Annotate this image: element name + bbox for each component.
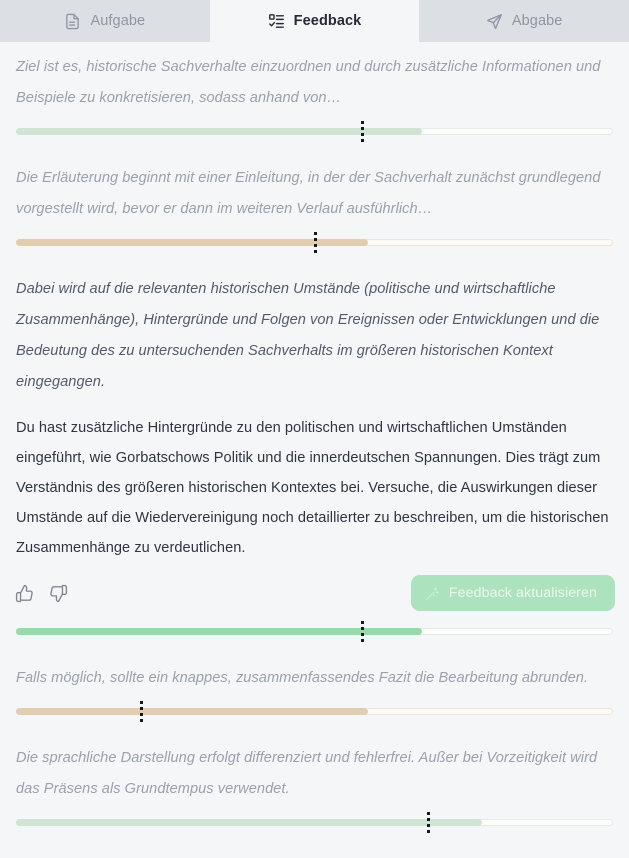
tab-label-abgabe: Abgabe (511, 13, 563, 29)
tab-aufgabe[interactable] (0, 0, 210, 42)
criteria-section-5 (0, 733, 629, 830)
criteria-text-1: Ziel ist es, historische Sachverhalte einzuordnen und durch zusätzliche Informationen und Beispiele zu konkretisieren, sodass anhand von… (16, 59, 601, 106)
slider-fill-5 (16, 819, 482, 826)
rating-slider-2[interactable] (16, 234, 613, 250)
feedback-action-row (0, 569, 629, 621)
slider-marker-5[interactable] (427, 812, 430, 833)
checklist-icon (268, 13, 285, 30)
criteria-section-3 (0, 264, 629, 639)
rating-slider-3[interactable] (16, 623, 613, 639)
criteria-text-5: Die sprachliche Darstellung erfolgt differenziert und fehlerfrei. Außer bei Vorzeitigkeit wird das Präsens als Grundtempus verwendet. (16, 750, 598, 797)
slider-marker-4[interactable] (140, 701, 143, 722)
criteria-text-4: Falls möglich, sollte ein knappes, zusammenfassendes Fazit die Bearbeitung abrunden. (16, 670, 589, 686)
tab-label-aufgabe: Aufgabe (90, 13, 146, 29)
document-icon (64, 13, 81, 30)
thumbs-down-icon[interactable] (48, 583, 68, 603)
tab-abgabe[interactable] (419, 0, 629, 42)
magic-wand-icon (425, 585, 441, 601)
send-icon (486, 13, 503, 30)
update-feedback-label: Feedback aktualisieren (448, 585, 597, 601)
slider-marker-1[interactable] (361, 121, 364, 142)
tab-feedback[interactable] (210, 0, 420, 42)
slider-marker-2[interactable] (314, 232, 317, 253)
feedback-panel (0, 42, 629, 858)
criteria-section-4 (0, 653, 629, 719)
rating-slider-1[interactable] (16, 123, 613, 139)
vote-group (14, 583, 68, 603)
rating-slider-4[interactable] (16, 703, 613, 719)
feedback-text-3: Du hast zusätzliche Hintergründe zu den politischen und wirtschaftlichen Umständen eingeführt, wie Gorbatschows Politik und die innerdeutschen Spannungen. Dies trägt zum Verständnis des größeren historischen Kontextes bei. Versuche, die Auswirkungen dieser Umstände auf die Wiedervereinigung noch detaillierter zu beschreiben, um die historischen Zusammenhänge zu verdeutlichen. (16, 420, 609, 556)
criteria-text-2: Die Erläuterung beginnt mit einer Einleitung, in der der Sachverhalt zunächst grundlegend vorgestellt wird, bevor er dann im weiteren Verlauf ausführlich… (16, 170, 601, 217)
update-feedback-button[interactable] (411, 575, 615, 611)
criteria-text-3: Dabei wird auf die relevanten historischen Umstände (politische und wirtschaftliche Zusammenhänge), Hintergründe und Folgen von Ereignissen oder Entwicklungen und die Bedeutung des zu untersuchenden Sachverhalts im größeren historischen Kontext eingegangen. (16, 281, 600, 390)
slider-marker-3[interactable] (361, 621, 364, 642)
criteria-section-1 (0, 42, 629, 139)
rating-slider-5[interactable] (16, 814, 613, 830)
tab-bar (0, 0, 629, 42)
thumbs-up-icon[interactable] (14, 583, 34, 603)
slider-fill-4 (16, 708, 368, 715)
tab-label-feedback: Feedback (293, 13, 362, 29)
criteria-section-2 (0, 153, 629, 250)
